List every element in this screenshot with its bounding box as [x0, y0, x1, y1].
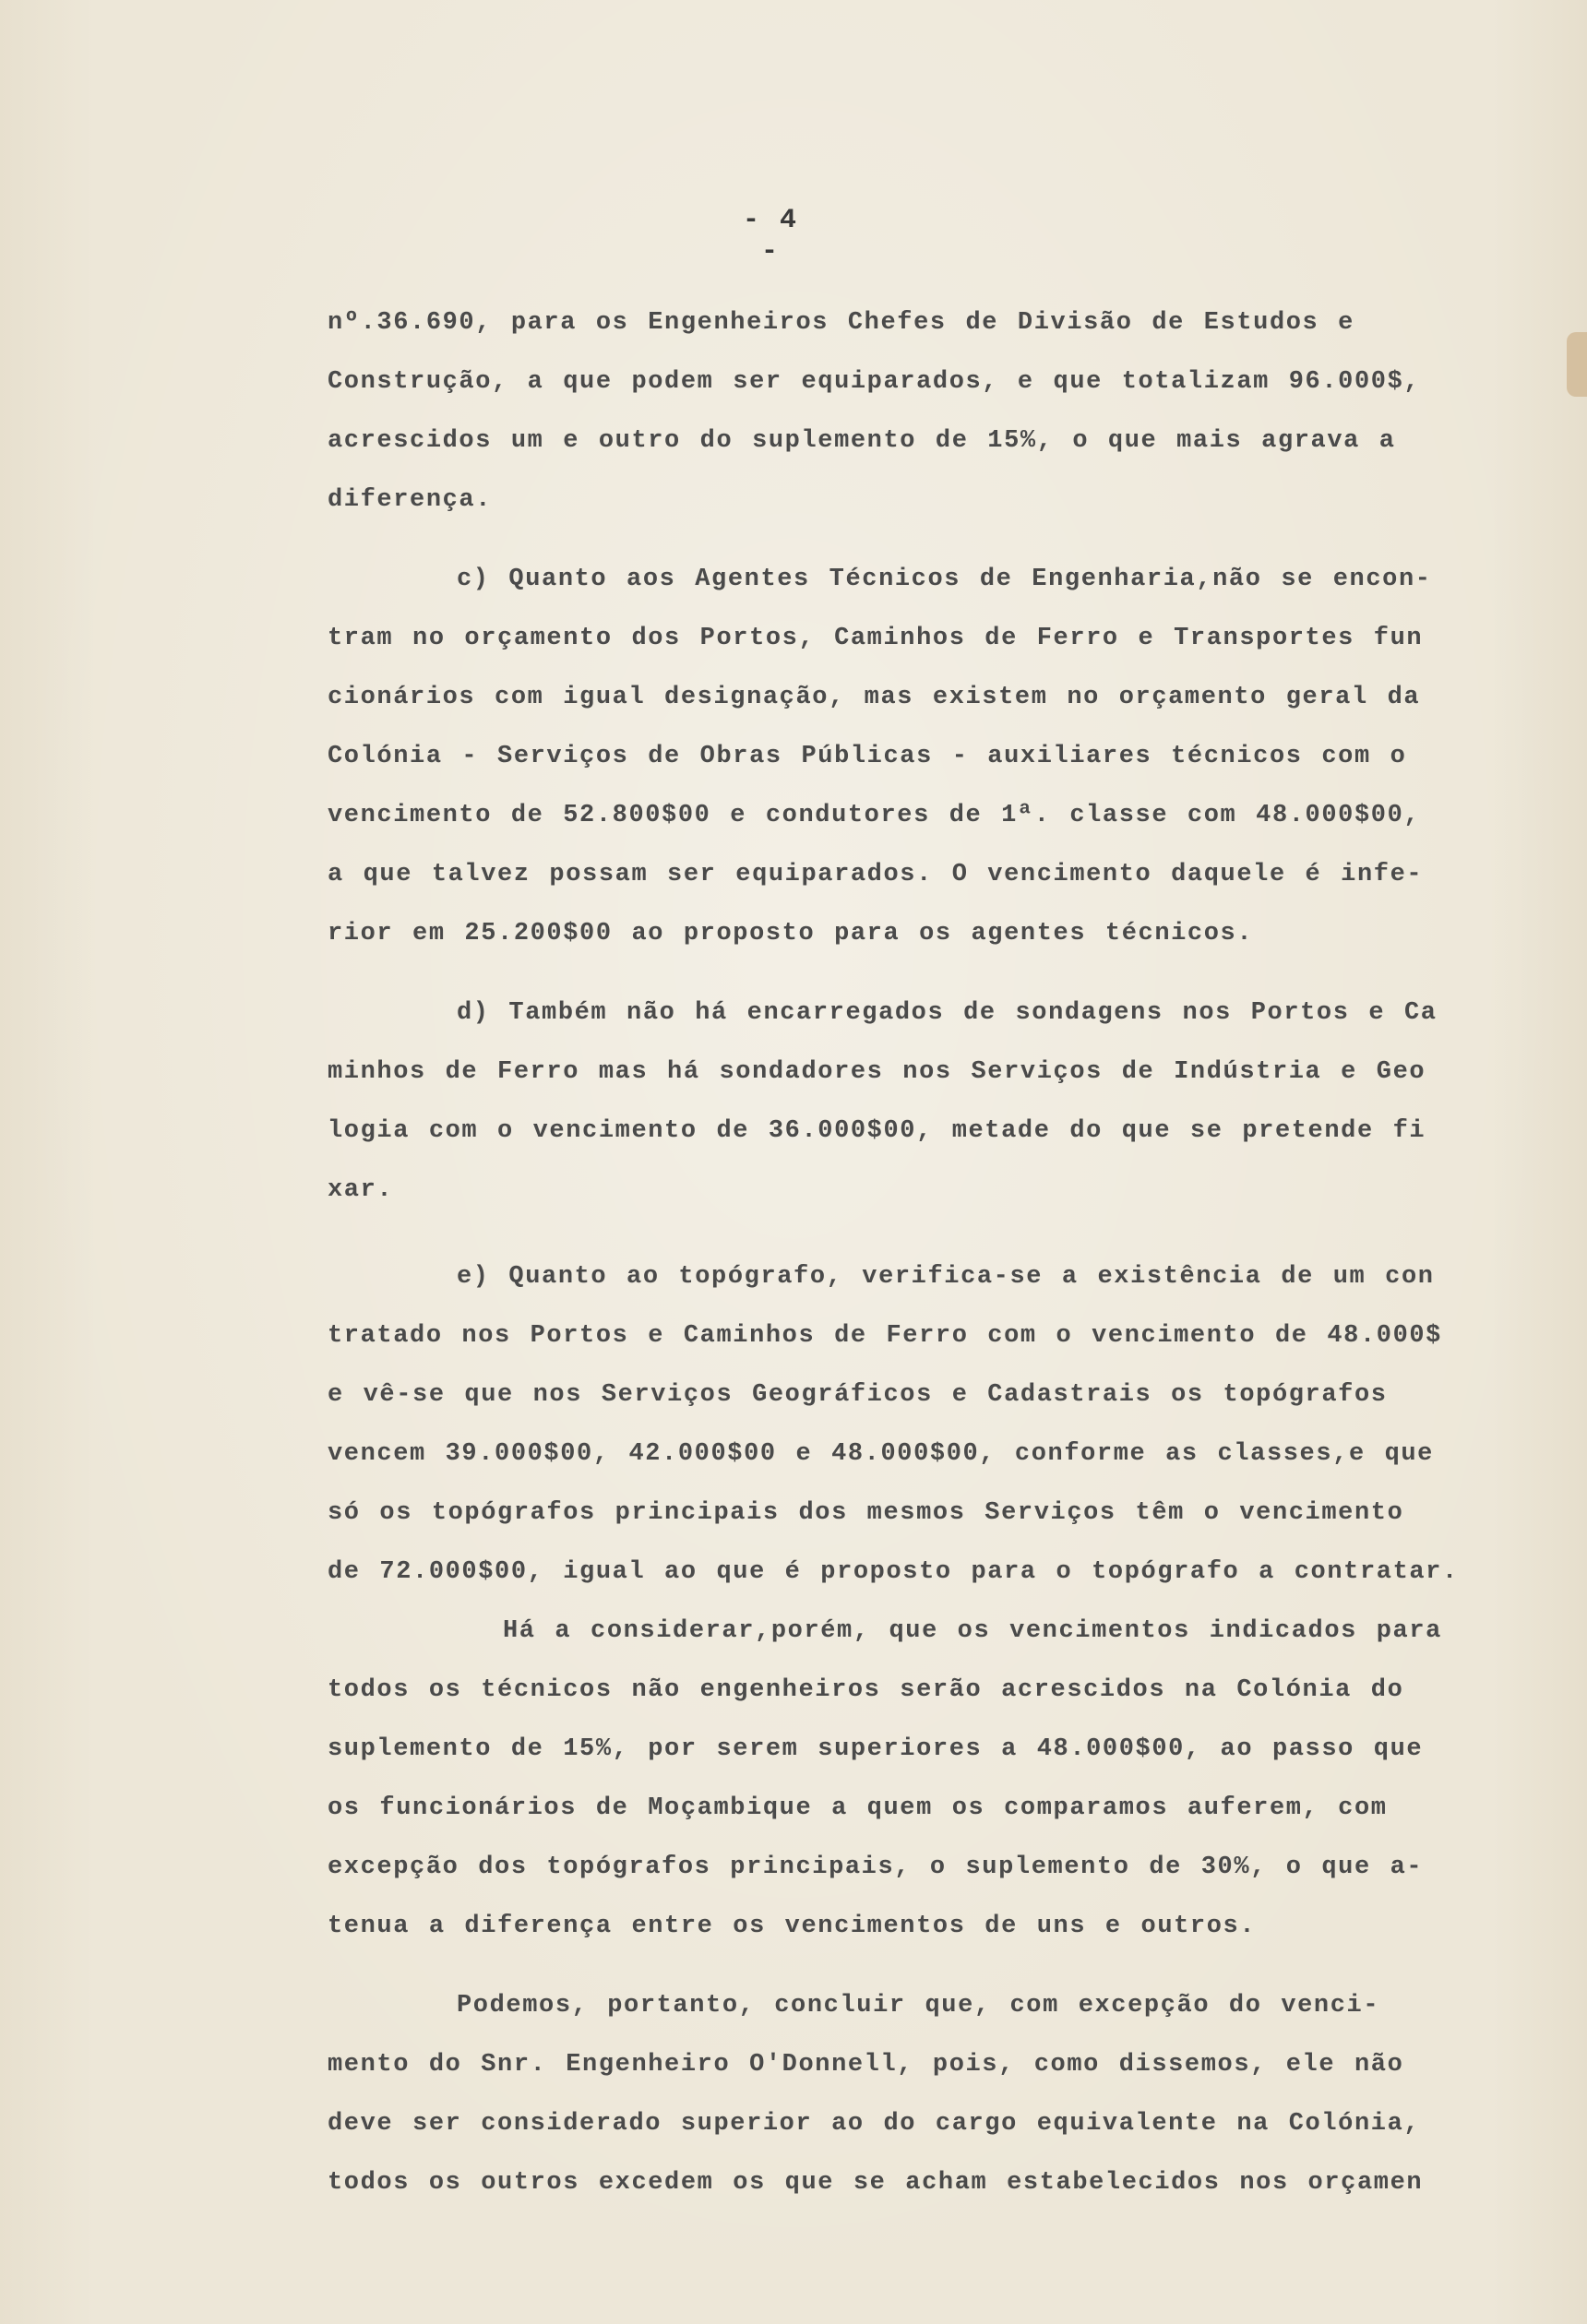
text-line: nº.36.690, para os Engenheiros Chefes de Divisão de Estudos e [328, 309, 1354, 337]
text-line: só os topógrafos principais dos mesmos Serviços têm o vencimento [328, 1499, 1404, 1527]
text-line: Construção, a que podem ser equiparados, e que totalizam 96.000$, [328, 368, 1421, 396]
text-line: Colónia - Serviços de Obras Públicas - auxiliares técnicos com o [328, 743, 1407, 770]
text-line: de 72.000$00, igual ao que é proposto para o topógrafo a contratar. [328, 1558, 1459, 1586]
text-line: vencem 39.000$00, 42.000$00 e 48.000$00, conforme as classes,e que [328, 1440, 1434, 1468]
text-line: cionários com igual designação, mas existem no orçamento geral da [328, 684, 1421, 711]
paper-stain [1567, 332, 1587, 397]
text-line: diferença. [328, 486, 493, 514]
text-line: minhos de Ferro mas há sondadores nos Serviços de Indústria e Geo [328, 1058, 1426, 1086]
page-number: - 4 - [742, 205, 798, 268]
text-line: excepção dos topógrafos principais, o suplemento de 30%, o que a- [328, 1853, 1424, 1881]
text-line: acrescidos um e outro do suplemento de 15%, o que mais agrava a [328, 427, 1396, 455]
text-line: tratado nos Portos e Caminhos de Ferro com o vencimento de 48.000$ [328, 1322, 1442, 1350]
text-line: Há a considerar,porém, que os vencimentos indicados para [503, 1617, 1442, 1645]
text-line: tenua a diferença entre os vencimentos de uns e outros. [328, 1913, 1257, 1940]
body-text [328, 293, 1527, 2212]
text-line: todos os técnicos não engenheiros serão acrescidos na Colónia do [328, 1676, 1404, 1704]
text-line: e vê-se que nos Serviços Geográficos e Cadastrais os topógrafos [328, 1381, 1388, 1409]
text-line: os funcionários de Moçambique a quem os comparamos auferem, com [328, 1794, 1388, 1822]
text-line: a que talvez possam ser equiparados. O vencimento daquele é infe- [328, 861, 1424, 888]
text-line: rior em 25.200$00 ao proposto para os agentes técnicos. [328, 920, 1254, 947]
text-line: mento do Snr. Engenheiro O'Donnell, pois, como dissemos, ele não [328, 2051, 1404, 2079]
text-line: Podemos, portanto, concluir que, com excepção do venci- [457, 1992, 1380, 2020]
text-line: c) Quanto aos Agentes Técnicos de Engenharia,não se encon- [457, 566, 1432, 593]
text-line: todos os outros excedem os que se acham estabelecidos nos orçamen [328, 2169, 1424, 2197]
text-line: deve ser considerado superior ao do cargo equivalente na Colónia, [328, 2110, 1421, 2138]
text-line: e) Quanto ao topógrafo, verifica-se a existência de um con [457, 1263, 1435, 1291]
text-line: suplemento de 15%, por serem superiores a 48.000$00, ao passo que [328, 1735, 1424, 1763]
text-line: xar. [328, 1176, 394, 1204]
text-line: vencimento de 52.800$00 e condutores de 1ª. classe com 48.000$00, [328, 802, 1421, 829]
text-line: d) Também não há encarregados de sondagens nos Portos e Ca [457, 999, 1438, 1027]
text-line: logia com o vencimento de 36.000$00, metade do que se pretende fi [328, 1117, 1426, 1145]
text-line: tram no orçamento dos Portos, Caminhos de Ferro e Transportes fun [328, 625, 1424, 652]
